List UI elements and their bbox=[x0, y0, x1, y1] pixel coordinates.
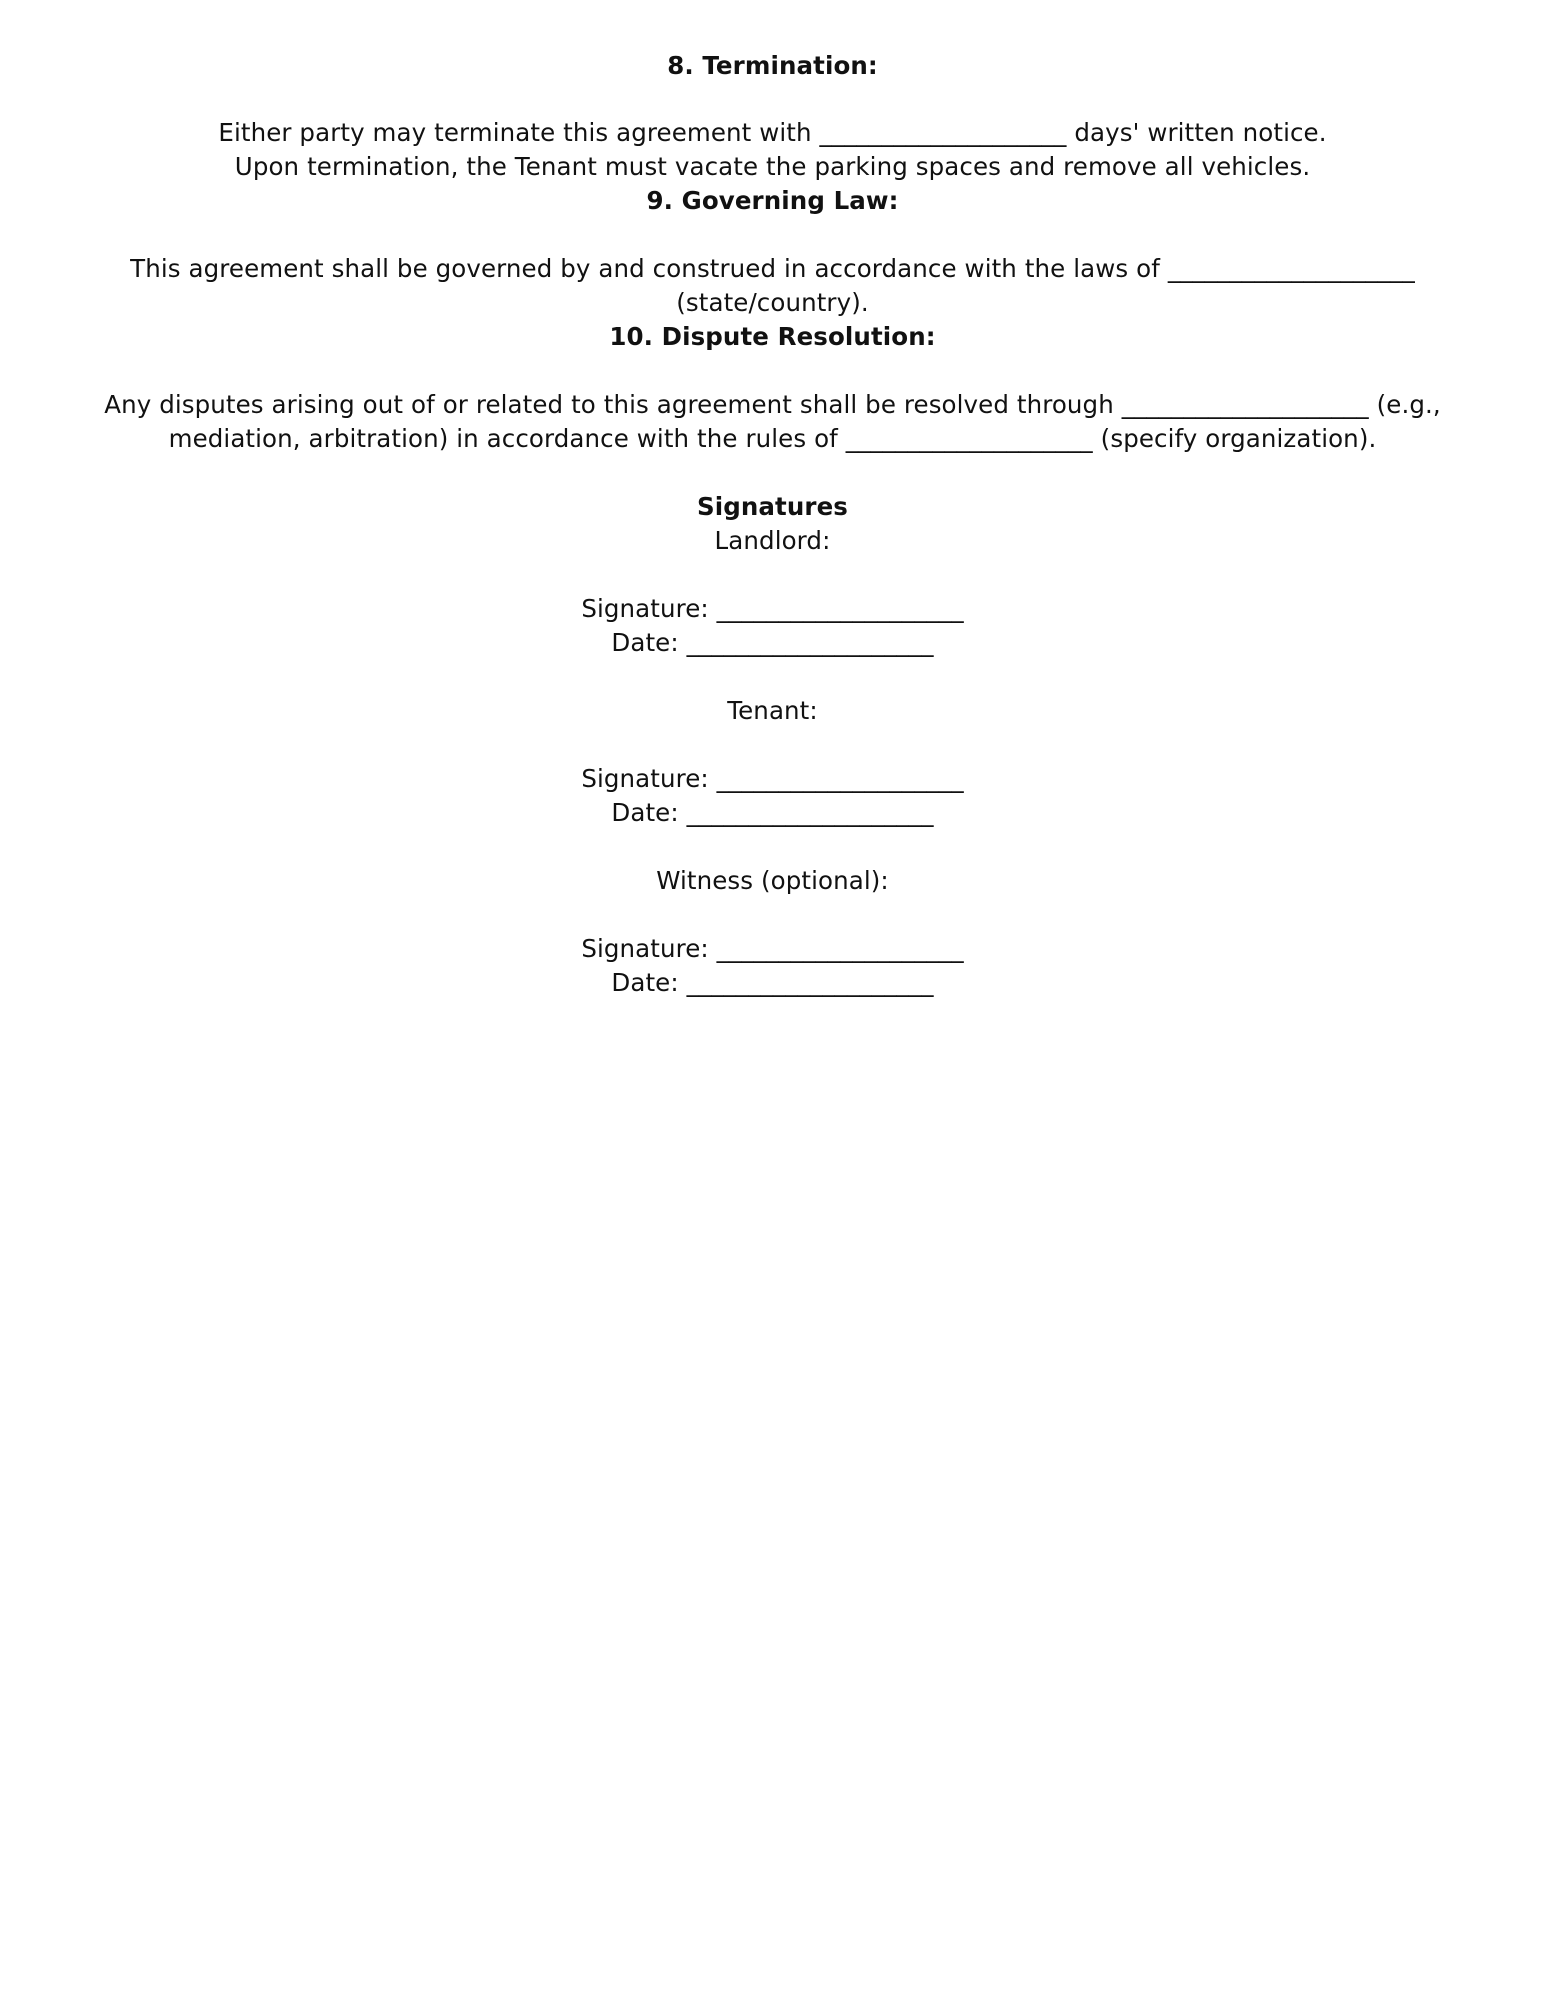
tenant-label: Tenant: bbox=[727, 696, 818, 725]
witness-label: Witness (optional): bbox=[656, 866, 889, 895]
termination-heading: 8. Termination: bbox=[667, 51, 878, 80]
dispute-resolution-text: Any disputes arising out of or related to this agreement shall be resolved through ____________________ (e.g., bbox=[104, 390, 1441, 419]
governing-law-heading: 9. Governing Law: bbox=[646, 186, 899, 215]
dispute-resolution-heading: 10. Dispute Resolution: bbox=[609, 322, 936, 351]
termination-notice-text: Either party may terminate this agreement with ____________________ days' written notice. bbox=[218, 118, 1327, 147]
tenant-signature-line: Signature: ____________________ bbox=[581, 764, 964, 793]
signatures-heading: Signatures bbox=[697, 492, 848, 521]
governing-law-text: This agreement shall be governed by and construed in accordance with the laws of ____________________ bbox=[130, 254, 1415, 283]
tenant-date-line: Date: ____________________ bbox=[611, 798, 934, 827]
witness-signature-line: Signature: ____________________ bbox=[581, 934, 964, 963]
landlord-date-line: Date: ____________________ bbox=[611, 628, 934, 657]
witness-date-line: Date: ____________________ bbox=[611, 968, 934, 997]
termination-vacate-text: Upon termination, the Tenant must vacate the parking spaces and remove all vehicles. bbox=[234, 152, 1311, 181]
landlord-label: Landlord: bbox=[714, 526, 831, 555]
landlord-signature-line: Signature: ____________________ bbox=[581, 594, 964, 623]
dispute-resolution-text-continued: mediation, arbitration) in accordance with the rules of ____________________ (specify organization). bbox=[168, 424, 1377, 453]
governing-law-text-continued: (state/country). bbox=[676, 288, 869, 317]
